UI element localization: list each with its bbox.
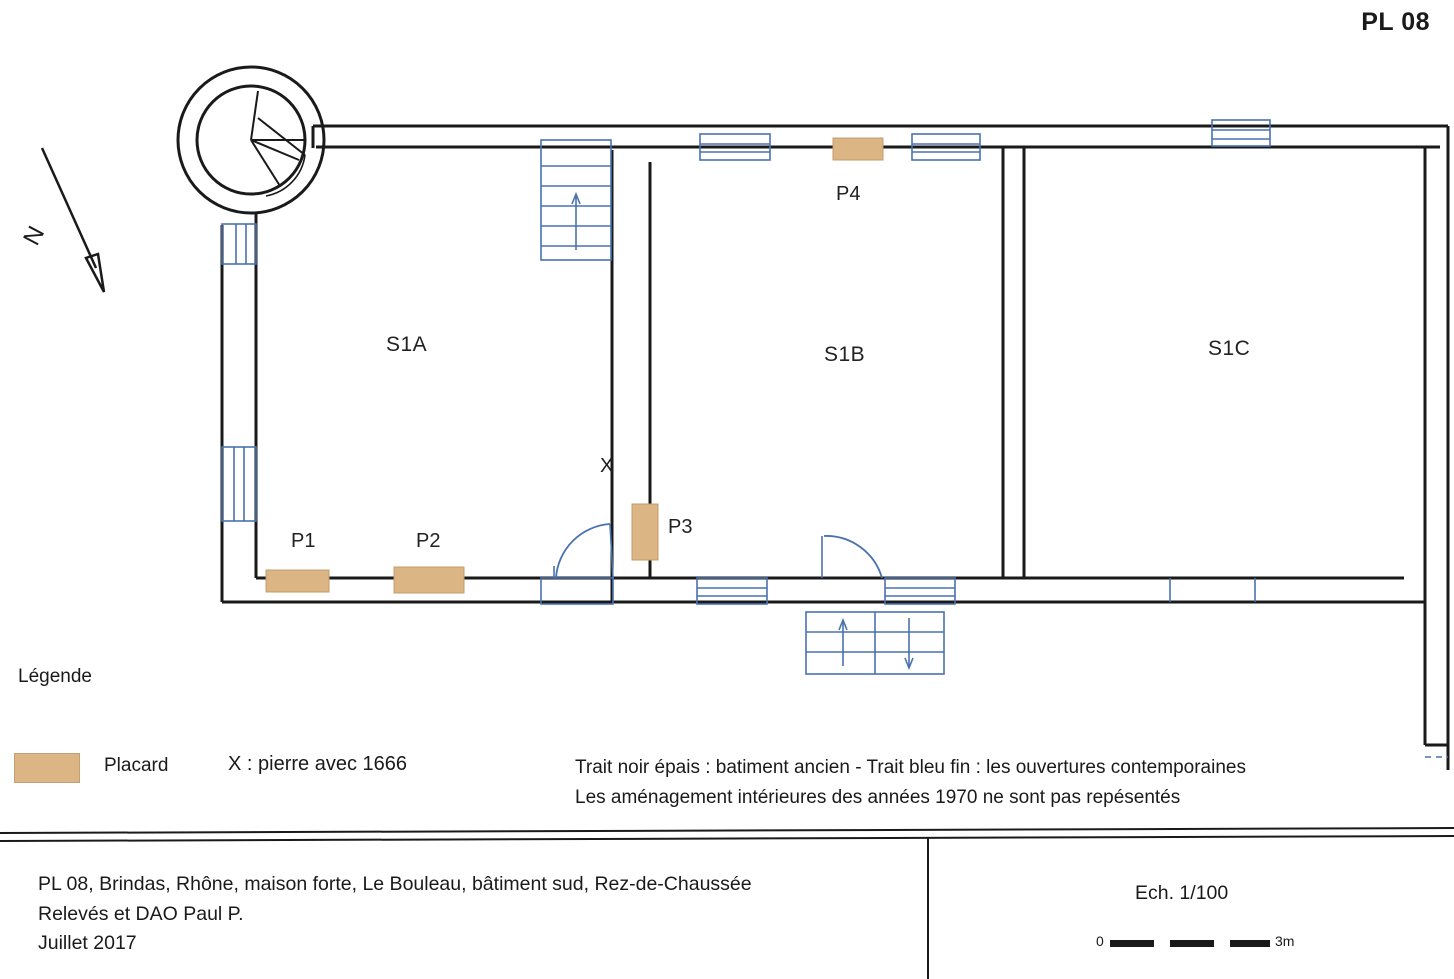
annotation-x: X <box>600 455 614 477</box>
legend-note-line-1: Trait noir épais : batiment ancien - Trait bleu fin : les ouvertures contemporaines <box>575 757 1246 778</box>
tower-door-leaf <box>258 118 305 155</box>
annotation-p4: P4 <box>836 183 861 205</box>
closet-p1 <box>266 570 329 592</box>
annotation-p1: P1 <box>291 530 316 552</box>
closet-p3 <box>632 504 658 560</box>
scale-bar <box>1110 936 1280 952</box>
scale-label: Ech. 1/100 <box>1135 882 1229 904</box>
cartouche-line-2: Relevés et DAO Paul P. <box>38 903 244 925</box>
contemporary-openings <box>222 120 1448 757</box>
scale-bar-max-label: 3m <box>1275 933 1295 949</box>
room-label-s1b: S1B <box>824 343 866 366</box>
plan-code-label: PL 08 <box>1361 8 1430 36</box>
legend-title: Légende <box>18 666 92 687</box>
room-label-s1c: S1C <box>1208 337 1251 360</box>
north-arrow-icon <box>42 148 104 292</box>
annotation-p3: P3 <box>668 516 693 538</box>
closet-p4 <box>833 138 883 160</box>
legend-stone-label: X : pierre avec 1666 <box>228 753 407 775</box>
legend-placard-label: Placard <box>104 755 169 776</box>
legend-placard-swatch <box>14 753 80 783</box>
legend-note-line-2: Les aménagement intérieures des années 1970 ne sont pas repésentés <box>575 787 1181 808</box>
room-label-s1a: S1A <box>386 333 428 356</box>
closet-p2 <box>394 567 464 593</box>
spiral-stair-steps <box>251 91 305 186</box>
cartouche-line-1: PL 08, Brindas, Rhône, maison forte, Le Bouleau, bâtiment sud, Rez-de-Chaussée <box>38 873 752 895</box>
north-letter-label: N <box>18 221 51 250</box>
annotation-p2: P2 <box>416 530 441 552</box>
scale-bar-zero-label: 0 <box>1096 933 1104 949</box>
cartouche-line-3: Juillet 2017 <box>38 932 137 954</box>
